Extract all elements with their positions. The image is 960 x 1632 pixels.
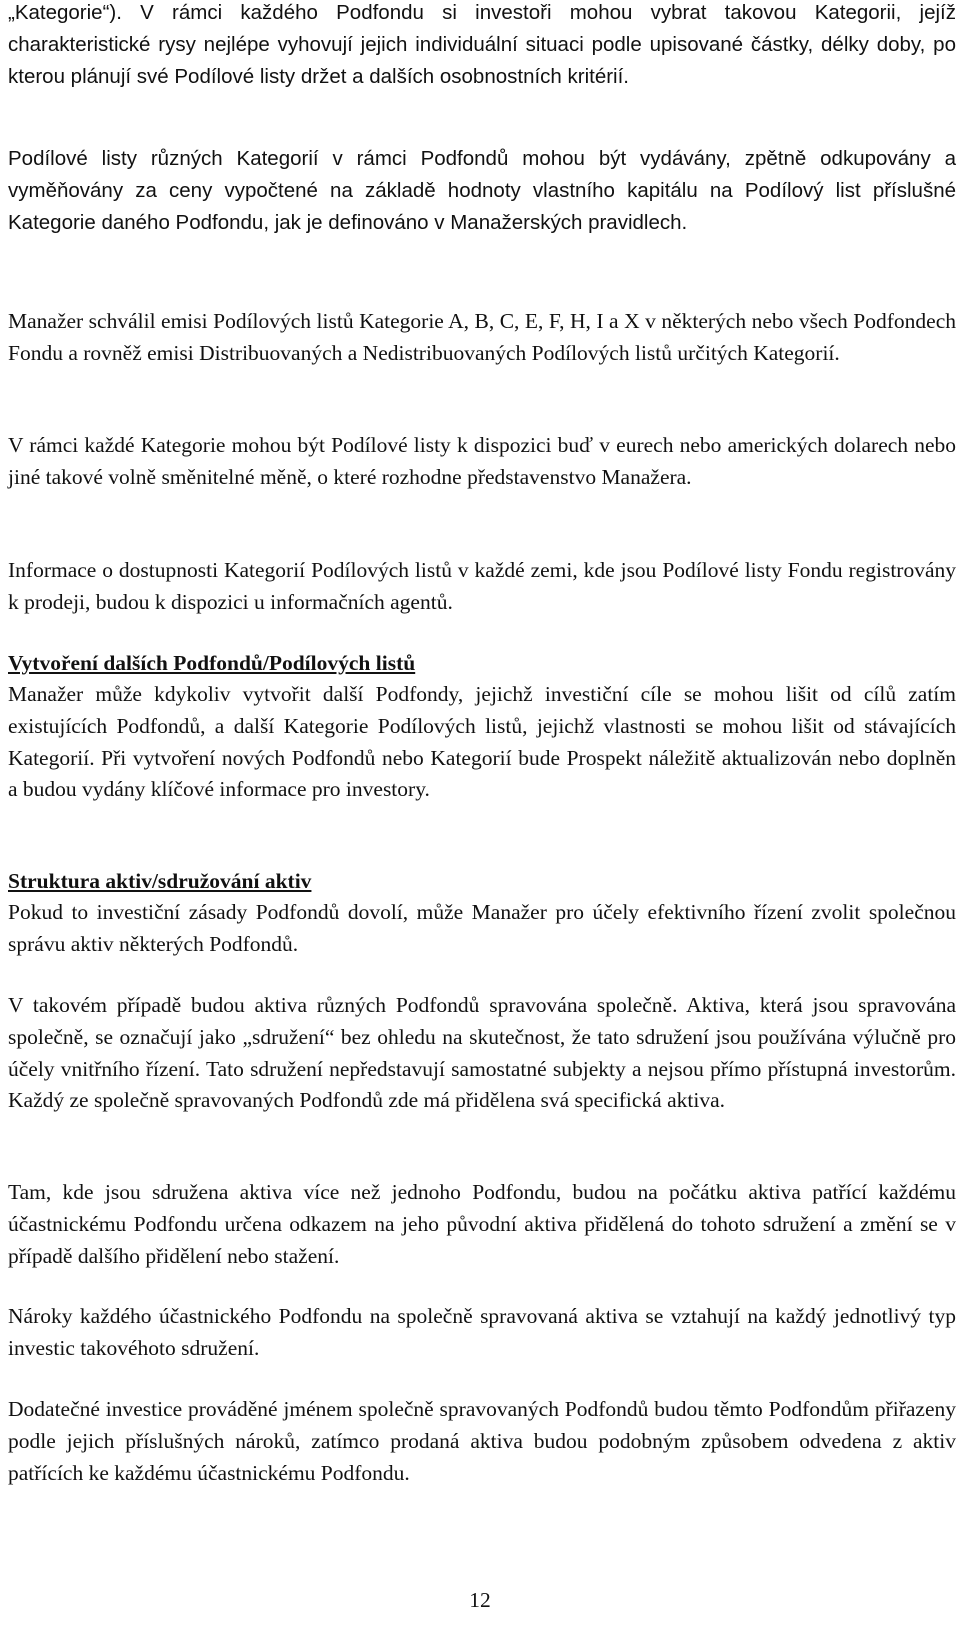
paragraph-pool-entitlements: Nároky každého účastnického Podfondu na společně spravovaná aktiva se vztahují na každý jednotlivý typ investic takovéhoto sdružení. — [8, 1304, 956, 1360]
paragraph-approved-categories: Manažer schválil emisi Podílových listů Kategorie A, B, C, E, F, H, I a X v některých nebo všech Podfondech Fondu a rovněž emisi Distribuovaných a Nedistribuovaných Podílových listů určitých Kategorií. — [8, 309, 956, 365]
paragraph-availability-info: Informace o dostupnosti Kategorií Podílových listů v každé zemi, kde jsou Podílové listy Fondu registrovány k prodeji, budou k dispozici u informačních agentů. — [8, 558, 956, 614]
paragraph-unit-pricing: Podílové listy různých Kategorií v rámci Podfondů mohou být vydávány, zpětně odkupovány a vyměňovány za ceny vypočtené na základě hodnoty vlastního kapitálu na Podílový list příslušné Kategorie daného Podfondu, jak je definováno v Manažerských pravidlech. — [8, 147, 956, 234]
paragraph-additional-investments: Dodatečné investice prováděné jménem společně spravovaných Podfondů budou těmto Podfondům přiřazeny podle jejich příslušných nároků, zatímco prodaná aktiva budou podobným způsobem odvedena z aktiv patřících ke každému účastnickému Podfondu. — [8, 1397, 956, 1485]
paragraph-pool-allocation: Tam, kde jsou sdružena aktiva více než jednoho Podfondu, budou na počátku aktiva patřící každému účastnickému Podfondu určena odkazem na jeho původní aktiva přidělená do tohoto sdružení a změní se v případě dalšího přidělení nebo stažení. — [8, 1180, 956, 1268]
paragraph-new-subfunds: Manažer může kdykoliv vytvořit další Podfondy, jejichž investiční cíle se mohou lišit od cílů zatím existujících Podfondů, a další Kategorie Podílových listů, jejichž vlastnosti se mohou lišit od stávajících Kategorií. Při vytvoření nových Podfondů nebo Kategorií bude Prospekt náležitě aktualizován nebo doplněn a budou vydány klíčové informace pro investory. — [8, 682, 956, 802]
heading-new-subfunds: Vytvoření dalších Podfondů/Podílových listů — [8, 651, 416, 675]
paragraph-pooled-management: V takovém případě budou aktiva různých Podfondů spravována společně. Aktiva, která jsou spravována společně, se označují jako „sdružení“ bez ohledu na skutečnost, že tato sdružení jsou používána výlučně pro účely vnitřního řízení. Tato sdružení nepředstavují samostatné subjekty a nejsou přímo přístupná investorům. Každý ze společně spravovaných Podfondů zde má přidělena svá specifická aktiva. — [8, 993, 956, 1113]
page-number: 12 — [469, 1588, 491, 1612]
heading-asset-pooling: Struktura aktiv/sdružování aktiv — [8, 869, 312, 893]
paragraph-currencies: V rámci každé Kategorie mohou být Podílové listy k dispozici buď v eurech nebo amerických dolarech nebo jiné takové volně směnitelné měně, o které rozhodne představenstvo Manažera. — [8, 433, 956, 489]
paragraph-asset-pooling-intro: Pokud to investiční zásady Podfondů dovolí, může Manažer pro účely efektivního řízení zvolit společnou správu aktiv některých Podfondů. — [8, 900, 956, 956]
paragraph-categories-intro: „Kategorie“). V rámci každého Podfondu si investoři mohou vybrat takovou Kategorii, jejíž charakteristické rysy nejlépe vyhovují jejich individuální situaci podle upisované částky, délky doby, po kterou plánují své Podílové listy držet a dalších osobnostních kritérií. — [8, 1, 956, 88]
